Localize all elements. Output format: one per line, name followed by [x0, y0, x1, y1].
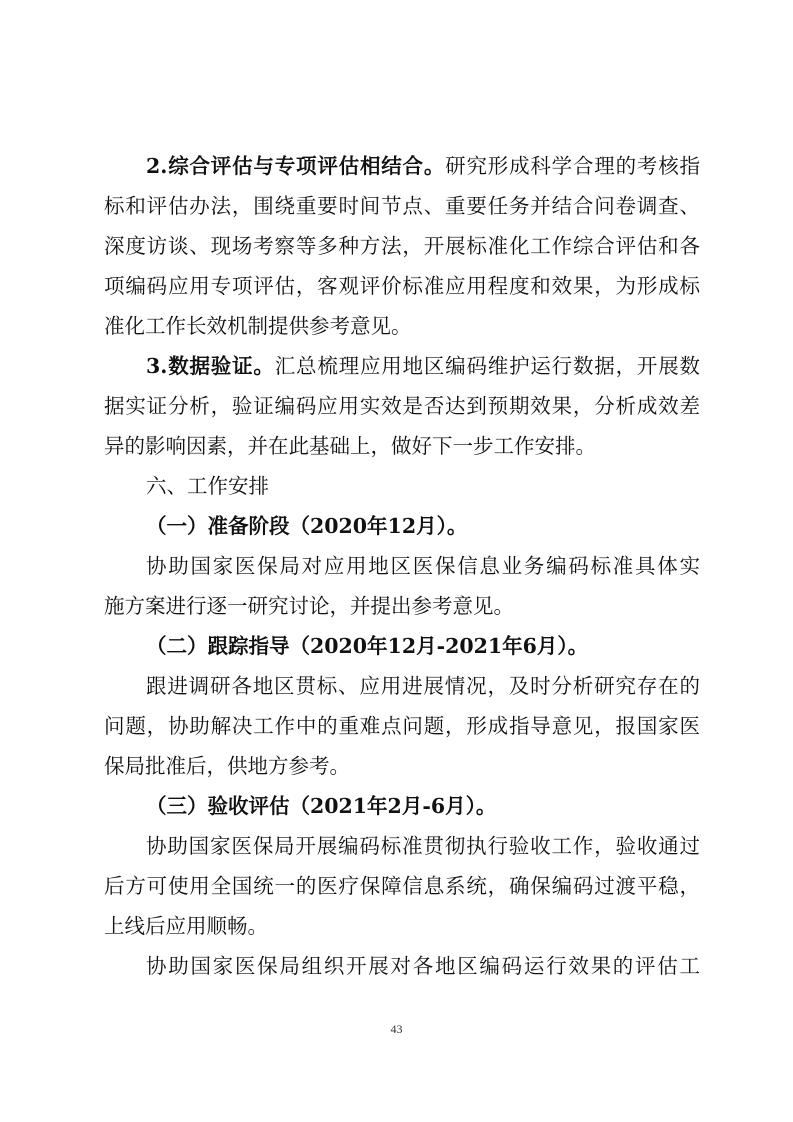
phase2-line-1: 跟进调研各地区贯标、应用进展情况，及时分析研究存在的	[146, 674, 700, 698]
phase1-line-2: 施方案进行逐一研究讨论，并提出参考意见。	[104, 594, 514, 618]
item3-line-2: 据实证分析，验证编码应用实效是否达到预期效果，分析成效差	[104, 394, 700, 418]
phase1-heading: （一）准备阶段（2020年12月）。	[146, 514, 468, 538]
item3-line-1: 3.数据验证。汇总梳理应用地区编码维护运行数据，开展数	[146, 354, 701, 378]
item2-line-3: 深度访谈、现场考察等多种方法，开展标准化工作综合评估和各	[104, 234, 700, 258]
phase3-para2-line-1: 协助国家医保局组织开展对各地区编码运行效果的评估工	[146, 954, 700, 978]
item2-line-2: 标和评估办法，围绕重要时间节点、重要任务并结合问卷调查、	[104, 194, 700, 218]
phase2-heading: （二）跟踪指导（2020年12月-2021年6月）。	[146, 634, 589, 658]
phase1-line-1: 协助国家医保局对应用地区医保信息业务编码标准具体实	[146, 554, 700, 578]
page-number: 43	[390, 1022, 403, 1036]
phase3-para1-line-1: 协助国家医保局开展编码标准贯彻执行验收工作，验收通过	[146, 834, 700, 858]
item3-line-3: 异的影响因素，并在此基础上，做好下一步工作安排。	[104, 434, 596, 458]
section6-title: 六、工作安排	[146, 474, 269, 498]
phase2-line-3: 保局批准后，供地方参考。	[104, 754, 350, 778]
phase3-heading: （三）验收评估（2021年2月-6月）。	[146, 794, 497, 818]
phase3-para1-line-3: 上线后应用顺畅。	[104, 914, 268, 938]
phase2-line-2: 问题，协助解决工作中的重难点问题，形成指导意见，报国家医	[104, 714, 700, 738]
item2-line-5: 准化工作长效机制提供参考意见。	[104, 314, 412, 338]
item2-heading: 2.综合评估与专项评估相结合。	[146, 154, 446, 178]
item3-heading: 3.数据验证。	[146, 354, 275, 378]
phase3-para1-line-2: 后方可使用全国统一的医疗保障信息系统，确保编码过渡平稳，	[104, 874, 700, 898]
item2-line-4: 项编码应用专项评估，客观评价标准应用程度和效果，为形成标	[104, 274, 700, 298]
item2-line-1: 2.综合评估与专项评估相结合。研究形成科学合理的考核指	[146, 154, 700, 178]
